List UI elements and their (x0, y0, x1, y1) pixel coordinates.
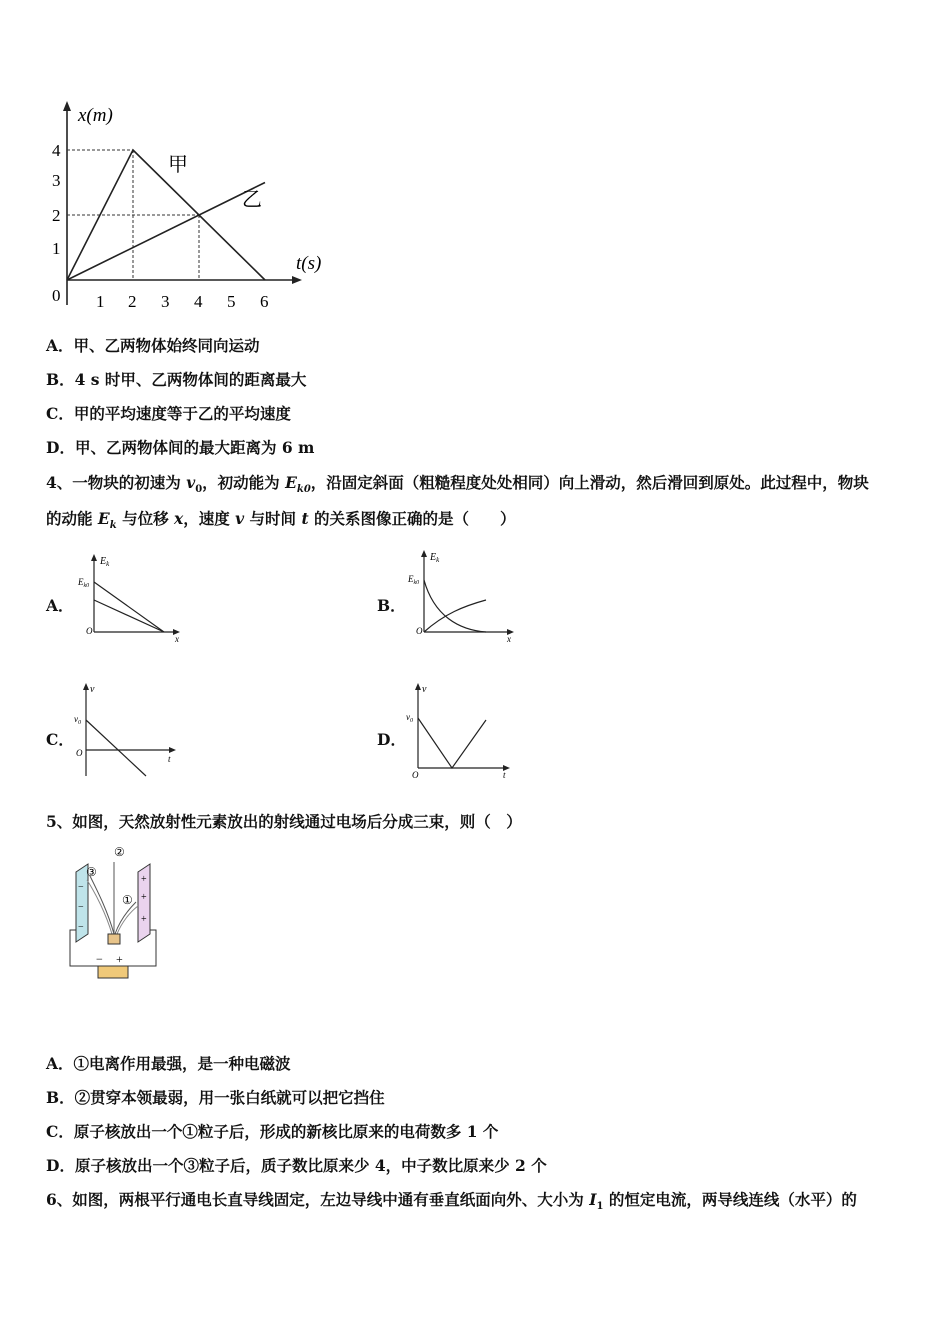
minus-sign: − (78, 882, 84, 893)
q4-text: ，速度 (183, 509, 236, 528)
beam-label-1: ① (122, 893, 133, 907)
q4-ek0-symbol: E (285, 473, 297, 492)
v-t-line (418, 718, 486, 768)
origin-label: 0 (52, 286, 61, 305)
label-ek0: $E_{k0}$ (408, 574, 420, 586)
q4-stem-line2 (46, 509, 516, 536)
beam-3 (90, 876, 114, 934)
q4-text: 与时间 (244, 509, 302, 528)
q4-label-c: C． (46, 730, 74, 749)
series-yi-line (67, 183, 265, 281)
battery (98, 966, 128, 978)
y-axis-arrow (63, 101, 71, 111)
q4-label-a: A． (46, 596, 74, 615)
label-ek: $E_k$ (430, 552, 440, 564)
y-tick-3: 3 (52, 171, 61, 190)
x-axis-arrow (292, 276, 302, 284)
q5-option-d: D．原子核放出一个③粒子后，质子数比原来少 4，中子数比原来少 2 个 (46, 1156, 547, 1175)
arrow (415, 683, 421, 690)
q4-text: ，沿固定斜面（粗糙程度处处相同）向上滑动，然后滑回到原处。此过程中，物块 (310, 473, 869, 492)
q4-x-symbol: x (173, 509, 184, 528)
minus-sign: − (78, 902, 84, 913)
label-o: O (416, 626, 423, 636)
series-yi-label: 乙 (242, 189, 262, 211)
q6-i-sub: 1 (596, 1201, 604, 1213)
q3-option-b: B．4 s 时甲、乙两物体间的距离最大 (46, 370, 307, 389)
arrow (83, 683, 89, 690)
arrow (421, 550, 427, 557)
q4-text: 的关系图像正确的是（ ） (308, 509, 516, 528)
plus-sign: + (141, 914, 147, 925)
plus-sign: + (141, 892, 147, 903)
x-tick-3: 3 (161, 292, 170, 311)
q4-label-b: B． (377, 596, 406, 615)
beam-label-3: ③ (86, 865, 97, 879)
x-axis-label: t(s) (296, 253, 322, 274)
label-ek0: $E_{k0}$ (78, 577, 90, 589)
label-v0: $v_0$ (406, 712, 413, 724)
q4-text: 与位移 (116, 509, 174, 528)
minus-sign: − (78, 922, 84, 933)
y-tick-1: 1 (52, 239, 61, 258)
q4-t-symbol: t (301, 509, 309, 528)
series-jia-line (67, 150, 265, 280)
xt-graph (40, 95, 340, 320)
q4-text: 4、一物块的初速为 (46, 473, 187, 492)
label-o: O (412, 770, 419, 780)
beam-label-2: ② (114, 845, 125, 859)
q4-stem-line1 (46, 473, 869, 500)
y-axis-label: x(m) (78, 105, 113, 126)
x-tick-5: 5 (227, 292, 236, 311)
x-tick-2: 2 (128, 292, 137, 311)
q6-text: 6、如图，两根平行通电长直导线固定，左边导线中通有垂直纸面向外、大小为 (46, 1190, 590, 1209)
label-o: O (86, 626, 93, 636)
v-t-line (86, 720, 146, 776)
q4-graph-c (70, 678, 190, 783)
label-ek: $E_k$ (100, 556, 110, 568)
q5-option-b: B．②贯穿本领最弱，用一张白纸就可以把它挡住 (46, 1088, 385, 1107)
series-jia-label: 甲 (168, 154, 188, 176)
q4-v0-sub: 0 (195, 484, 203, 496)
q4-graph-a (74, 550, 189, 645)
plus-sign: + (141, 874, 147, 885)
label-o: O (76, 748, 83, 758)
arrow (169, 747, 176, 753)
q4-graph-b (404, 546, 524, 646)
q4-text: 的动能 (46, 509, 98, 528)
q5-option-a: A．①电离作用最强，是一种电磁波 (46, 1054, 291, 1073)
q6-stem (46, 1190, 857, 1217)
q4-graph-d (402, 678, 522, 783)
beam-1-edge (117, 906, 138, 934)
y-tick-4: 4 (52, 141, 61, 160)
q5-option-c: C．原子核放出一个①粒子后，形成的新核比原来的电荷数多 1 个 (46, 1122, 499, 1141)
q4-label-d: D． (377, 730, 406, 749)
q4-ek0-sub: k0 (296, 484, 311, 496)
label-v0: $v_0$ (74, 714, 81, 726)
x-tick-4: 4 (194, 292, 203, 311)
q4-v-symbol: v (235, 509, 245, 528)
curve-down (424, 600, 486, 632)
q3-option-a: A．甲、乙两物体始终同向运动 (46, 336, 260, 355)
x-tick-6: 6 (260, 292, 269, 311)
q3-option-c: C．甲的平均速度等于乙的平均速度 (46, 404, 291, 423)
q5-stem: 5、如图，天然放射性元素放出的射线通过电场后分成三束，则（ ） (46, 812, 522, 831)
x-tick-1: 1 (96, 292, 105, 311)
label-x: x (175, 634, 179, 644)
label-t: t (503, 770, 506, 780)
q6-text: 的恒定电流，两导线连线（水平）的 (603, 1190, 857, 1209)
q4-ek-sub: k (109, 520, 117, 532)
battery-minus: − (96, 952, 103, 966)
beam-3-edge (87, 880, 112, 934)
battery-plus: + (116, 952, 123, 966)
arrow (91, 554, 97, 561)
q4-v0-symbol: v (186, 473, 196, 492)
radiation-diagram (62, 842, 172, 987)
q4-text: ，初动能为 (202, 473, 286, 492)
label-v: v (422, 684, 427, 695)
q4-ek-symbol: E (97, 509, 110, 528)
q3-option-d: D．甲、乙两物体间的最大距离为 6 m (46, 438, 315, 457)
curve-up (94, 582, 164, 632)
source-block (108, 934, 120, 944)
q6-i-symbol: I (589, 1190, 597, 1209)
y-tick-2: 2 (52, 206, 61, 225)
label-x: x (507, 634, 511, 644)
label-v: v (90, 684, 95, 695)
curve-down (94, 600, 164, 632)
label-t: t (168, 754, 171, 764)
